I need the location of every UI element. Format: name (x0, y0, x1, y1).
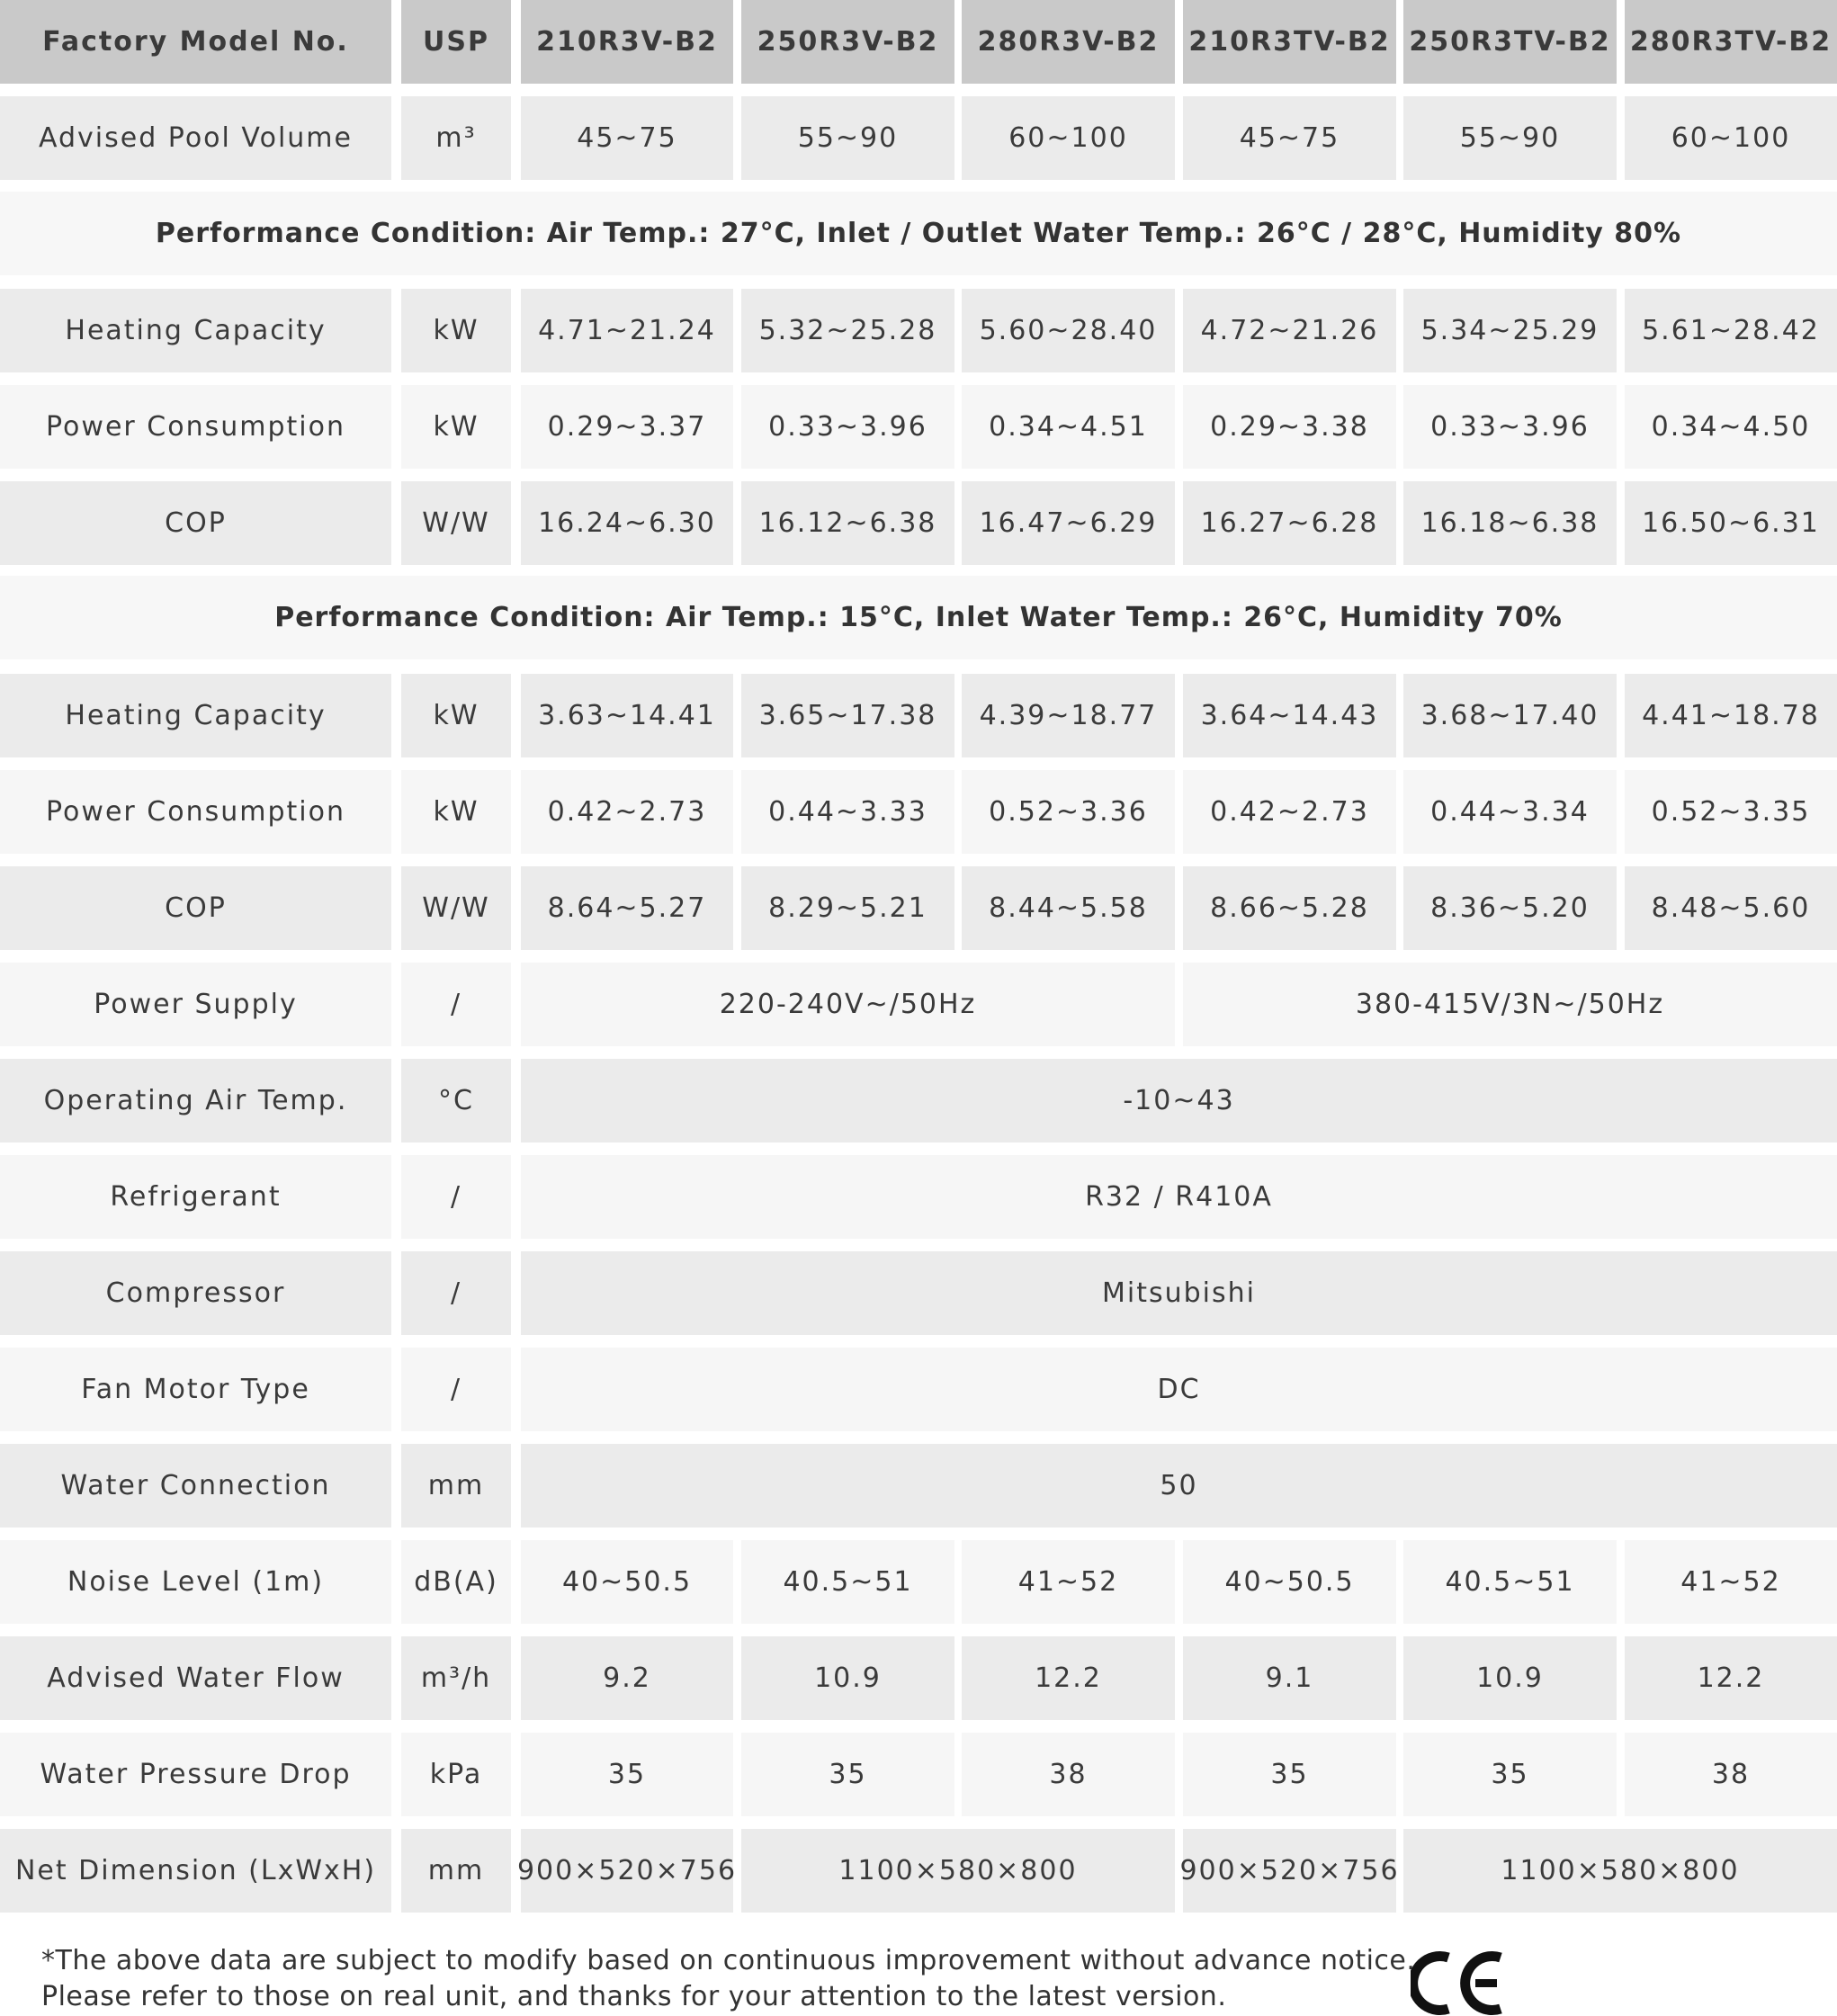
row-label: Noise Level (1m) (0, 1540, 391, 1624)
header-model: 210R3TV-B2 (1183, 0, 1396, 84)
row-label: Compressor (0, 1251, 391, 1335)
footnote-line-1: *The above data are subject to modify based on continuous improvement without advance notice. (41, 1945, 1416, 1976)
row-label: Net Dimension (LxWxH) (0, 1829, 391, 1913)
table-cell: 35 (741, 1733, 954, 1816)
header-model: 210R3V-B2 (521, 0, 733, 84)
table-cell: 8.66~5.28 (1183, 866, 1396, 950)
row-unit: kPa (401, 1733, 511, 1816)
table-cell: 5.60~28.40 (962, 289, 1175, 372)
row-unit: mm (401, 1444, 511, 1528)
table-cell: 38 (1625, 1733, 1837, 1816)
table-cell: 3.65~17.38 (741, 674, 954, 757)
table-cell: 8.44~5.58 (962, 866, 1175, 950)
header-model: 280R3V-B2 (962, 0, 1175, 84)
table-cell: 12.2 (962, 1636, 1175, 1720)
table-cell: 16.18~6.38 (1403, 481, 1617, 565)
table-cell: 8.48~5.60 (1625, 866, 1837, 950)
table-cell: 40~50.5 (1183, 1540, 1396, 1624)
table-cell: 8.36~5.20 (1403, 866, 1617, 950)
ce-mark-logo (1411, 1950, 1510, 2016)
row-label: Power Supply (0, 963, 391, 1046)
table-cell: 60~100 (962, 96, 1175, 180)
condition-heading: Performance Condition: Air Temp.: 27°C, Inlet / Outlet Water Temp.: 26°C / 28°C, Humidity 80% (0, 192, 1837, 275)
table-cell: 16.47~6.29 (962, 481, 1175, 565)
row-label: COP (0, 481, 391, 565)
row-label: Power Consumption (0, 385, 391, 469)
table-cell: 35 (1183, 1733, 1396, 1816)
row-unit: m³ (401, 96, 511, 180)
row-unit: kW (401, 289, 511, 372)
row-unit: kW (401, 674, 511, 757)
table-cell: 35 (1403, 1733, 1617, 1816)
table-cell: 900×520×756 (521, 1829, 733, 1913)
header-model: 250R3TV-B2 (1403, 0, 1617, 84)
table-cell: 16.50~6.31 (1625, 481, 1837, 565)
table-cell: 3.64~14.43 (1183, 674, 1396, 757)
table-cell: 0.42~2.73 (1183, 770, 1396, 854)
table-cell: 0.52~3.36 (962, 770, 1175, 854)
row-label: COP (0, 866, 391, 950)
table-cell: 220-240V~/50Hz (521, 963, 1175, 1046)
table-cell: 16.27~6.28 (1183, 481, 1396, 565)
table-cell: 5.61~28.42 (1625, 289, 1837, 372)
table-cell: 900×520×756 (1183, 1829, 1396, 1913)
table-cell: 16.12~6.38 (741, 481, 954, 565)
table-cell: 10.9 (1403, 1636, 1617, 1720)
table-cell: 16.24~6.30 (521, 481, 733, 565)
table-cell: 12.2 (1625, 1636, 1837, 1720)
table-cell: 4.39~18.77 (962, 674, 1175, 757)
table-cell: 41~52 (962, 1540, 1175, 1624)
row-label: Fan Motor Type (0, 1348, 391, 1431)
row-unit: mm (401, 1829, 511, 1913)
row-unit: / (401, 1251, 511, 1335)
row-label: Advised Water Flow (0, 1636, 391, 1720)
table-cell: 9.2 (521, 1636, 733, 1720)
footnote (41, 1943, 1415, 2015)
table-cell: 3.68~17.40 (1403, 674, 1617, 757)
table-cell: 1100×580×800 (1403, 1829, 1837, 1913)
row-unit: / (401, 963, 511, 1046)
table-cell: 8.64~5.27 (521, 866, 733, 950)
table-cell: 0.44~3.33 (741, 770, 954, 854)
table-cell: -10~43 (521, 1059, 1837, 1142)
row-unit: W/W (401, 481, 511, 565)
table-cell: 0.52~3.35 (1625, 770, 1837, 854)
condition-heading: Performance Condition: Air Temp.: 15°C, Inlet Water Temp.: 26°C, Humidity 70% (0, 576, 1837, 659)
table-cell: 0.33~3.96 (1403, 385, 1617, 469)
row-label: Water Connection (0, 1444, 391, 1528)
row-label: Heating Capacity (0, 674, 391, 757)
table-cell: 35 (521, 1733, 733, 1816)
row-label: Power Consumption (0, 770, 391, 854)
table-cell: 5.34~25.29 (1403, 289, 1617, 372)
footnote-line-2: Please refer to those on real unit, and thanks for your attention to the latest version. (41, 1981, 1227, 2012)
table-cell: 1100×580×800 (741, 1829, 1175, 1913)
table-cell: 9.1 (1183, 1636, 1396, 1720)
table-cell: 0.42~2.73 (521, 770, 733, 854)
row-label: Refrigerant (0, 1155, 391, 1239)
row-unit: W/W (401, 866, 511, 950)
row-unit: dB(A) (401, 1540, 511, 1624)
header-model: 280R3TV-B2 (1625, 0, 1837, 84)
table-cell: R32 / R410A (521, 1155, 1837, 1239)
row-label: Heating Capacity (0, 289, 391, 372)
table-cell: 55~90 (1403, 96, 1617, 180)
table-cell: 0.29~3.38 (1183, 385, 1396, 469)
row-unit: kW (401, 770, 511, 854)
table-cell: 0.34~4.50 (1625, 385, 1837, 469)
table-cell: 55~90 (741, 96, 954, 180)
table-cell: DC (521, 1348, 1837, 1431)
table-cell: 40~50.5 (521, 1540, 733, 1624)
table-cell: 45~75 (521, 96, 733, 180)
row-label: Advised Pool Volume (0, 96, 391, 180)
table-cell: 0.33~3.96 (741, 385, 954, 469)
table-cell: 40.5~51 (741, 1540, 954, 1624)
row-label: Water Pressure Drop (0, 1733, 391, 1816)
row-unit: m³/h (401, 1636, 511, 1720)
table-cell: 41~52 (1625, 1540, 1837, 1624)
row-unit: / (401, 1348, 511, 1431)
table-cell: 8.29~5.21 (741, 866, 954, 950)
table-cell: 4.71~21.24 (521, 289, 733, 372)
table-cell: 380-415V/3N~/50Hz (1183, 963, 1837, 1046)
row-label: Operating Air Temp. (0, 1059, 391, 1142)
table-cell: 38 (962, 1733, 1175, 1816)
table-cell: 0.29~3.37 (521, 385, 733, 469)
table-cell: 45~75 (1183, 96, 1396, 180)
table-cell: 0.44~3.34 (1403, 770, 1617, 854)
row-unit: / (401, 1155, 511, 1239)
row-unit: °C (401, 1059, 511, 1142)
table-cell: 10.9 (741, 1636, 954, 1720)
table-cell: 3.63~14.41 (521, 674, 733, 757)
table-cell: 4.72~21.26 (1183, 289, 1396, 372)
table-cell: Mitsubishi (521, 1251, 1837, 1335)
table-cell: 50 (521, 1444, 1837, 1528)
table-cell: 4.41~18.78 (1625, 674, 1837, 757)
header-unit-label: USP (401, 0, 511, 84)
table-cell: 60~100 (1625, 96, 1837, 180)
header-model: 250R3V-B2 (741, 0, 954, 84)
header-model-label: Factory Model No. (0, 0, 391, 84)
table-cell: 40.5~51 (1403, 1540, 1617, 1624)
table-cell: 5.32~25.28 (741, 289, 954, 372)
row-unit: kW (401, 385, 511, 469)
table-cell: 0.34~4.51 (962, 385, 1175, 469)
